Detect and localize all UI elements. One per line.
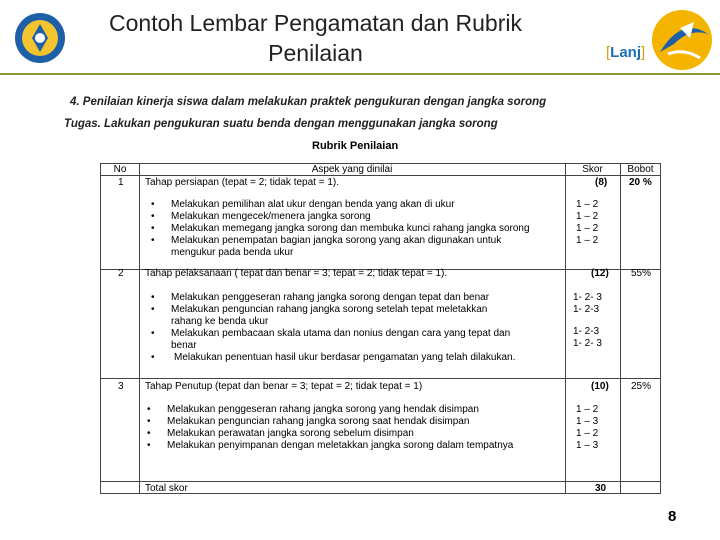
item-score: 1 – 3 xyxy=(576,440,599,451)
row-number: 1 xyxy=(118,177,124,188)
section-heading: 4. Penilaian kinerja siswa dalam melakukan praktek pengukuran dengan jangka sorong xyxy=(70,96,547,108)
rubric-table: No Aspek yang dinilai Skor Bobot 1 Tahap persiapan (tepat = 2; tidak tepat = 1). (8) 20 % • Melakukan pemilihan alat ukur dengan benda yang akan di ukur • Melakukan mengecek/menera jangka sorong • Melakukan memegang jangka sorong dan membuka kunci rahang jangka sorong • Melakukan penempatan bagian jangka sorong yang akan digunakan untuk mengukur pada benda ukur 1 – 2 1 – 2 1 – 2 1 – 2 2 Tahap pelaksanaan ( tepat dan benar = 3; tepat = 2; tidak tepat = 1). (12) 55% • Melakukan penggeseran rahang jangka sorong dengan tepat dan benar • Melakukan penguncian rahang jangka sorong setelah tepat meletakkan rahang ke benda ukur • Melakukan pembacaan skala utama dan nonius dengan cara yang tepat dan benar • Melakukan penentuan hasil ukur berdasar pengamatan yang telah dilakukan. 1- 2- 3 1- 2-3 1- 2-3 1- 2- 3 3 Tahap Penutup (tepat dan benar = 3; tepat = 2; tidak tepat = 1) (10) 25% • Melakukan penggeseran rahang jangka sorong yang hendak disimpan • Melakukan penguncian rahang jangka sorong saat hendak disimpan • Melakukan perawatan jangka sorong sebelum disimpan • Melakukan penyimpanan dengan meletakkan jangka sorong dalam tempatnya 1 – 2 1 – 3 1 – 2 1 – 3 Total skor 30 xyxy=(100,163,661,494)
row-number: 2 xyxy=(118,268,124,279)
item-score: 1- 2-3 xyxy=(573,304,600,315)
title-line-1: Contoh Lembar Pengamatan dan Rubrik xyxy=(109,10,522,36)
header-bobot: Bobot xyxy=(627,164,654,175)
page-number: 8 xyxy=(668,508,677,525)
item-score: 1 – 2 xyxy=(576,428,599,439)
title-line-2: Penilaian xyxy=(268,40,363,66)
row-weight: 20 % xyxy=(629,177,652,188)
item-score: 1 – 2 xyxy=(576,223,599,234)
row-stage-title: Tahap persiapan (tepat = 2; tidak tepat = 1). xyxy=(145,177,340,188)
total-label: Total skor xyxy=(145,483,188,494)
item-score: 1- 2- 3 xyxy=(573,292,602,303)
item-score: 1 – 2 xyxy=(576,199,599,210)
header-aspek: Aspek yang dinilai xyxy=(311,164,393,175)
row-stage-title: Tahap Penutup (tepat dan benar = 3; tepat = 2; tidak tepat = 1) xyxy=(145,381,423,392)
item-score: 1 – 2 xyxy=(576,404,599,415)
header-no: No xyxy=(113,164,127,175)
item-score: 1 – 2 xyxy=(576,235,599,246)
item-score: 1- 2- 3 xyxy=(573,338,602,349)
total-value: 30 xyxy=(595,483,607,494)
row-stage-title: Tahap pelaksanaan ( tepat dan benar = 3; tepat = 2; tidak tepat = 1). xyxy=(145,268,448,279)
item-score: 1 – 2 xyxy=(576,211,599,222)
row-total-score: (12) xyxy=(591,268,609,279)
task-instruction: Tugas. Lakukan pengukuran suatu benda dengan menggunakan jangka sorong xyxy=(64,118,498,130)
continued-label: [Lanj] xyxy=(606,44,646,61)
rubric-title: Rubrik Penilaian xyxy=(312,140,399,152)
header-skor: Skor xyxy=(582,164,603,175)
row-weight: 55% xyxy=(631,268,652,279)
row-total-score: (10) xyxy=(591,381,609,392)
item-score: 1 – 3 xyxy=(576,416,599,427)
row-weight: 25% xyxy=(631,381,652,392)
row-total-score: (8) xyxy=(595,177,608,188)
item-score: 1- 2-3 xyxy=(573,326,600,337)
row-number: 3 xyxy=(118,381,124,392)
